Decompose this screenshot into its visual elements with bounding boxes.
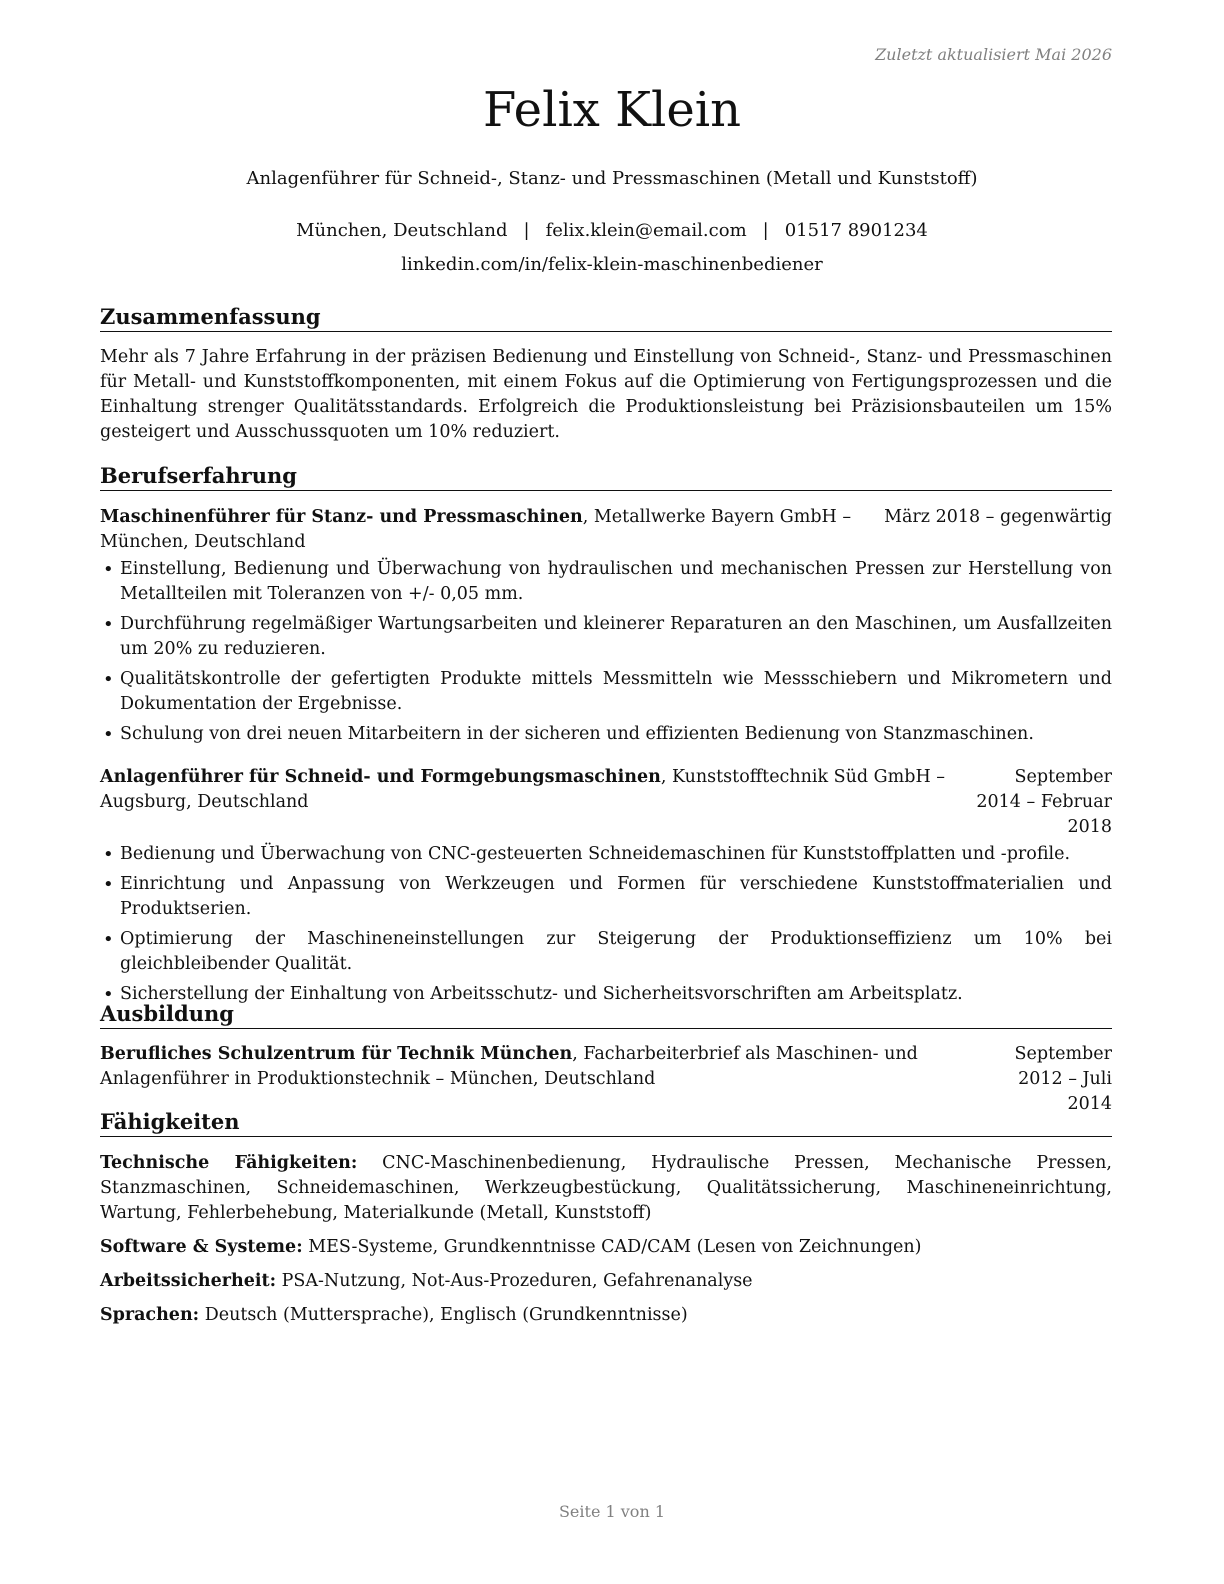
candidate-headline: Anlagenführer für Schneid-, Stanz- und Pressmaschinen (Metall und Kunststoff) <box>246 168 978 189</box>
job-bullets <box>100 557 1112 747</box>
skill-row <box>100 1151 1112 1226</box>
job-header <box>100 505 1112 555</box>
skills-list <box>100 1151 1112 1328</box>
job-title-line <box>100 765 972 840</box>
list-item: • Qualitätskontrolle der gefertigten Produkte mittels Messmitteln wie Messschiebern und Mikrometern und Dokumentation der Ergebnisse. <box>100 667 1112 717</box>
list-item: • Bedienung und Überwachung von CNC-gesteuerten Schneidemaschinen für Kunststoffplatten und -profile. <box>100 842 1112 867</box>
last-updated-note: Zuletzt aktualisiert Mai 2026 <box>875 45 1112 64</box>
list-item: • Einstellung, Bedienung und Überwachung von hydraulischen und mechanischen Pressen zur Herstellung von Metallteilen mit Toleranzen von +/- 0,05 mm. <box>100 557 1112 607</box>
job-dates: März 2018 – gegenwärtig <box>884 507 1112 528</box>
skill-value: MES-Systeme, Grundkenntnisse CAD/CAM (Lesen von Zeichnungen) <box>302 1237 922 1258</box>
job-entry <box>100 505 1112 747</box>
job-role: Anlagenführer für Schneid- und Formgebungsmaschinen <box>100 767 661 788</box>
school-name: Berufliches Schulzentrum für Technik München <box>100 1044 573 1065</box>
job-header <box>100 765 1112 840</box>
job-dates: September 2014 – Februar 2018 <box>976 767 1112 838</box>
section-title: Zusammenfassung <box>100 304 1112 332</box>
skill-label: Arbeitssicherheit: <box>100 1271 277 1292</box>
location: München, Deutschland <box>296 220 508 241</box>
summary-section <box>100 304 1112 445</box>
skill-row <box>100 1269 1112 1294</box>
education-section <box>100 1001 1112 1117</box>
phone-number: 01517 8901234 <box>784 220 928 241</box>
skill-label: Sprachen: <box>100 1305 200 1326</box>
contact-line <box>0 220 1224 241</box>
skill-label: Technische Fähigkeiten: <box>100 1153 358 1174</box>
linkedin-link[interactable]: linkedin.com/in/felix-klein-maschinenbediener <box>401 254 823 275</box>
job-company: , Kunststofftechnik Süd GmbH – Augsburg, Deutschland <box>100 767 946 813</box>
list-item: • Optimierung der Maschineneinstellungen zur Steigerung der Produktionseffizienz um 10% bei gleichbleibender Qualität. <box>100 927 1112 977</box>
skills-section <box>100 1109 1112 1337</box>
contact-separator: | <box>762 220 769 241</box>
page-footer: Seite 1 von 1 <box>558 1502 666 1521</box>
skill-row <box>100 1303 1112 1328</box>
section-title: Ausbildung <box>100 1001 1112 1029</box>
skill-value: CNC-Maschinenbedienung, Hydraulische Pressen, Mechanische Pressen, Stanzmaschinen, Schneidemaschinen, Werkzeugbestückung, Qualitätssicherung, Maschineneinrichtung, Wartung, Fehlerbehebung, Materialkunde (Metall, Kunststoff) <box>100 1153 1112 1224</box>
email-link[interactable]: felix.klein@email.com <box>545 220 747 241</box>
skill-value: PSA-Nutzung, Not-Aus-Prozeduren, Gefahrenanalyse <box>276 1271 753 1292</box>
list-item: • Schulung von drei neuen Mitarbeitern in der sicheren und effizienten Bedienung von Stanzmaschinen. <box>100 722 1112 747</box>
experience-section <box>100 463 1112 1012</box>
skill-row <box>100 1235 1112 1260</box>
job-role: Maschinenführer für Stanz- und Pressmaschinen <box>100 507 583 528</box>
list-item: • Durchführung regelmäßiger Wartungsarbeiten und kleinerer Reparaturen an den Maschinen, um Ausfallzeiten um 20% zu reduzieren. <box>100 612 1112 662</box>
job-bullets <box>100 842 1112 1007</box>
candidate-name: Felix Klein <box>483 82 741 138</box>
list-item: • Einrichtung und Anpassung von Werkzeugen und Formen für verschiedene Kunststoffmaterialien und Produktserien. <box>100 872 1112 922</box>
education-dates: September 2012 – Juli 2014 <box>1014 1044 1112 1115</box>
skill-label: Software & Systeme: <box>100 1237 303 1258</box>
section-title: Fähigkeiten <box>100 1109 1112 1137</box>
section-title: Berufserfahrung <box>100 463 1112 491</box>
education-title-line <box>100 1042 972 1117</box>
list-item: • Sicherstellung der Einhaltung von Arbeitsschutz- und Sicherheitsvorschriften am Arbeitsplatz. <box>100 982 1112 1007</box>
job-entry <box>100 765 1112 1007</box>
degree-details: , Facharbeiterbrief als Maschinen- und Anlagenführer in Produktionstechnik – München, Deutschland <box>100 1044 918 1090</box>
summary-text: Mehr als 7 Jahre Erfahrung in der präzisen Bedienung und Einstellung von Schneid-, Stanz- und Pressmaschinen für Metall- und Kunststoffkomponenten, mit einem Fokus auf die Optimierung von Fertigungsprozessen und die Einhaltung strenger Qualitätsstandards. Erfolgreich die Produktionsleistung bei Präzisionsbauteilen um 15% gesteigert und Ausschussquoten um 10% reduziert. <box>100 347 1112 443</box>
education-entry <box>100 1042 1112 1117</box>
job-title-line <box>100 505 884 555</box>
contact-separator: | <box>523 220 530 241</box>
job-company: , Metallwerke Bayern GmbH – München, Deutschland <box>100 507 852 553</box>
skill-value: Deutsch (Muttersprache), Englisch (Grundkenntnisse) <box>199 1305 688 1326</box>
